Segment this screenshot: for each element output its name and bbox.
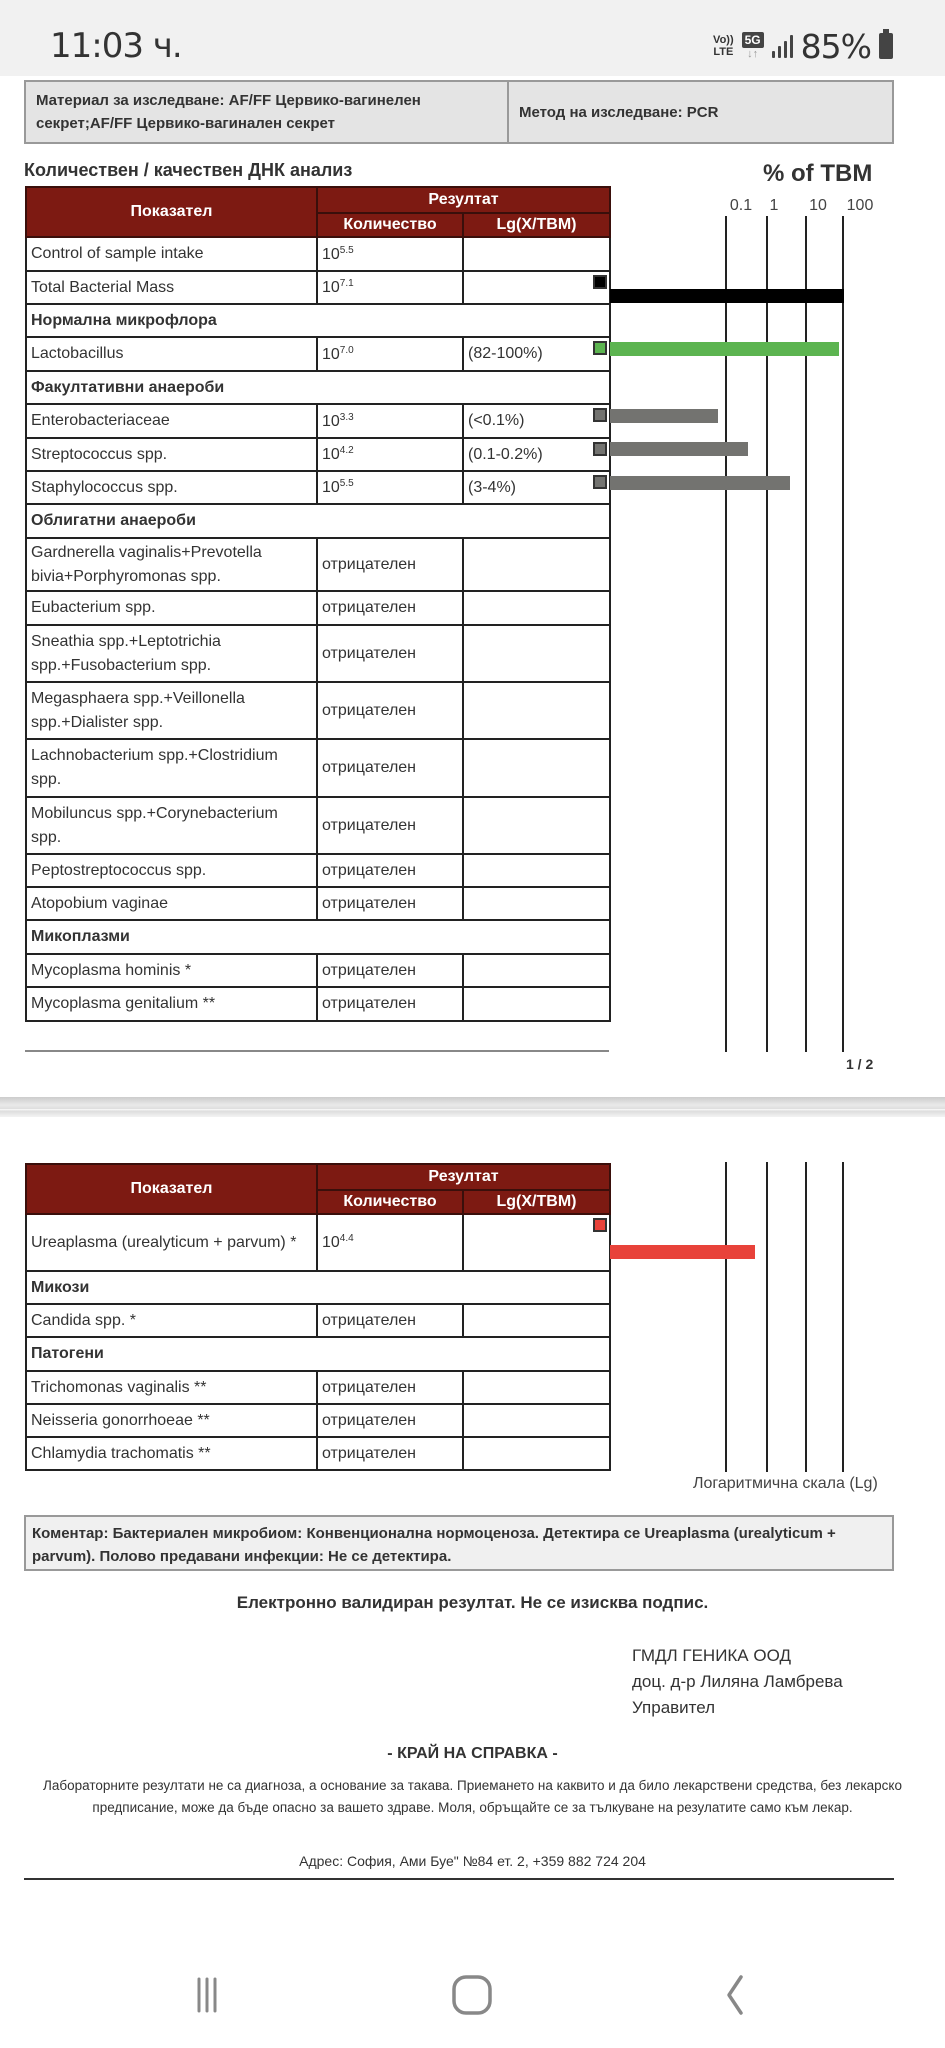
row-name: Peptostreptococcus spp. xyxy=(26,854,317,887)
table-row xyxy=(26,1371,610,1404)
group-heading: Патогени xyxy=(26,1337,610,1371)
material-label: Материал за изследване: AF/FF Цервико-вагинелен секрет;AF/FF Цервико-вагинален секрет xyxy=(26,82,509,142)
table-row xyxy=(26,797,610,854)
row-name: Atopobium vaginae xyxy=(26,887,317,920)
page-footer-rule xyxy=(25,1050,609,1052)
signer-role: Управител xyxy=(632,1698,716,1717)
col-header-result: Резултат xyxy=(317,187,610,213)
row-value: отрицателен xyxy=(317,987,463,1021)
row-name: Staphylococcus spp. xyxy=(26,471,317,504)
table-row xyxy=(26,438,610,471)
disclaimer: Лабораторните резултати не са диагноза, а основание за такава. Приемането на каквито и да било лекарствени средства, без лекарско предписание, може да бъде опасно за вашето здраве. Моля, обръщайте се за тълкуване на резулатите само към лекар. xyxy=(43,1778,902,1815)
navigation-bar xyxy=(0,1940,945,2048)
row-lg xyxy=(463,625,610,682)
row-name: Streptococcus spp. xyxy=(26,438,317,471)
tick-label: 1 xyxy=(769,197,779,214)
signer-name: доц. д-р Лиляна Ламбрева xyxy=(632,1672,843,1691)
back-icon xyxy=(715,1973,755,2017)
row-value: отрицателен xyxy=(317,887,463,920)
bar-enterobacteriaceae xyxy=(610,409,718,423)
row-lg xyxy=(463,1304,610,1337)
grid-line xyxy=(725,1162,727,1472)
row-quantity: $10^{4.4}$ xyxy=(317,1214,463,1271)
table-row xyxy=(26,625,610,682)
bar-total-bacterial-mass xyxy=(610,289,844,303)
row-lg xyxy=(463,854,610,887)
battery-icon xyxy=(879,33,893,59)
row-value: отрицателен xyxy=(317,954,463,987)
table-row xyxy=(26,682,610,739)
tick-label: 100 xyxy=(846,197,874,214)
row-name: Mobiluncus spp.+Corynebacterium spp. xyxy=(26,797,317,854)
table-row xyxy=(26,337,610,371)
table-row xyxy=(26,854,610,887)
comment-box: Коментар: Бактериален микробиом: Конвенционална нормоценоза. Детектира се Ureaplasma (urealyticum + parvum). Полово предавани инфекции: Не се детектира. xyxy=(24,1515,894,1571)
status-icons xyxy=(713,28,893,64)
row-value: отрицателен xyxy=(317,797,463,854)
table-row xyxy=(26,538,610,591)
table-row xyxy=(26,987,610,1021)
row-lg xyxy=(463,739,610,797)
table-row xyxy=(26,1214,610,1271)
row-lg xyxy=(463,1371,610,1404)
col-header-indicator: Показател xyxy=(26,1164,317,1214)
section-title: Количествен / качествен ДНК анализ xyxy=(24,160,353,180)
home-button[interactable] xyxy=(437,1970,507,2020)
volte-icon: Vo)) LTE xyxy=(713,34,734,58)
5g-icon: 5G ↓↑ xyxy=(742,32,764,60)
row-value: отрицателен xyxy=(317,538,463,591)
legend-marker-icon xyxy=(593,1218,607,1232)
scale-label: Логаритмична скала (Lg) xyxy=(693,1475,878,1492)
table-row xyxy=(26,1304,610,1337)
row-lg xyxy=(463,1437,610,1470)
row-lg xyxy=(463,538,610,591)
row-lg xyxy=(463,682,610,739)
results-table-page2 xyxy=(25,1163,611,1471)
row-lg: (0.1-0.2%) xyxy=(463,438,610,471)
battery-percent: 85% xyxy=(800,26,871,66)
table-row xyxy=(26,471,610,504)
table-row xyxy=(26,591,610,625)
page-separator xyxy=(0,1097,945,1117)
validation-note: Електронно валидиран резултат. Не се изисква подпис. xyxy=(236,1593,709,1612)
row-value: отрицателен xyxy=(317,1437,463,1470)
row-name: Total Bacterial Mass xyxy=(26,271,317,304)
bar-staphylococcus xyxy=(610,476,790,490)
row-lg xyxy=(463,797,610,854)
legend-marker-icon xyxy=(593,275,607,289)
table-row xyxy=(26,1404,610,1437)
row-name: Chlamydia trachomatis ** xyxy=(26,1437,317,1470)
signature-block xyxy=(632,1643,843,1721)
table-row xyxy=(26,954,610,987)
row-lg xyxy=(463,1404,610,1437)
row-name: Lachnobacterium spp.+Clostridium spp. xyxy=(26,739,317,797)
grid-line xyxy=(842,216,844,1052)
row-name: Eubacterium spp. xyxy=(26,591,317,625)
group-heading: Нормална микрофлора xyxy=(26,304,610,337)
legend-marker-icon xyxy=(593,408,607,422)
row-name: Candida spp. * xyxy=(26,1304,317,1337)
recent-apps-button[interactable] xyxy=(172,1970,242,2020)
row-quantity: $10^{7.0}$ xyxy=(317,337,463,371)
group-row xyxy=(26,1337,610,1371)
group-row xyxy=(26,504,610,538)
row-name: Trichomonas vaginalis ** xyxy=(26,1371,317,1404)
row-quantity: $10^{4.2}$ xyxy=(317,438,463,471)
col-header-quantity: Количество xyxy=(317,1190,463,1214)
row-name: Mycoplasma genitalium ** xyxy=(26,987,317,1021)
row-value: отрицателен xyxy=(317,1304,463,1337)
row-name: Gardnerella vaginalis+Prevotella bivia+Porphyromonas spp. xyxy=(26,538,317,591)
signal-icon xyxy=(772,34,793,58)
row-lg xyxy=(463,954,610,987)
col-header-result: Резултат xyxy=(317,1164,610,1190)
table-row xyxy=(26,271,610,304)
table-row xyxy=(26,887,610,920)
row-value: отрицателен xyxy=(317,591,463,625)
row-name: Control of sample intake xyxy=(26,237,317,271)
row-quantity: $10^{7.1}$ xyxy=(317,271,463,304)
home-icon xyxy=(450,1973,494,2017)
group-heading: Микоплазми xyxy=(26,920,610,954)
col-header-indicator: Показател xyxy=(26,187,317,237)
group-row xyxy=(26,371,610,404)
method-label: Метод на изследване: PCR xyxy=(519,103,719,121)
legend-marker-icon xyxy=(593,442,607,456)
col-header-quantity: Количество xyxy=(317,213,463,237)
end-of-report: - КРАЙ НА СПРАВКА - xyxy=(387,1745,558,1762)
row-lg xyxy=(463,237,610,271)
status-bar xyxy=(0,0,945,76)
table-row xyxy=(26,739,610,797)
table-row xyxy=(26,404,610,438)
group-row xyxy=(26,1271,610,1304)
sample-info-box xyxy=(24,80,894,144)
row-quantity: $10^{3.3}$ xyxy=(317,404,463,438)
bar-ureaplasma xyxy=(610,1245,755,1259)
tick-label: 10 xyxy=(809,197,827,214)
page-number: 1 / 2 xyxy=(846,1056,874,1072)
lab-name: ГМДЛ ГЕНИКА ООД xyxy=(632,1646,791,1665)
row-name: Enterobacteriaceae xyxy=(26,404,317,438)
bottom-rule xyxy=(24,1878,894,1880)
back-button[interactable] xyxy=(700,1970,770,2020)
col-header-lg: Lg(X/TBM) xyxy=(463,1190,610,1214)
row-name: Neisseria gonorrhoeae ** xyxy=(26,1404,317,1437)
row-lg: (<0.1%) xyxy=(463,404,610,438)
legend-marker-icon xyxy=(593,475,607,489)
row-lg xyxy=(463,1214,610,1271)
row-lg xyxy=(463,271,610,304)
row-value: отрицателен xyxy=(317,625,463,682)
group-row xyxy=(26,304,610,337)
tick-label: 0.1 xyxy=(729,197,753,214)
col-header-lg: Lg(X/TBM) xyxy=(463,213,610,237)
row-value: отрицателен xyxy=(317,1404,463,1437)
row-name: Sneathia spp.+Leptotrichia spp.+Fusobacterium spp. xyxy=(26,625,317,682)
clock: 11:03 ч. xyxy=(50,26,182,66)
row-name: Lactobacillus xyxy=(26,337,317,371)
results-table-page1 xyxy=(25,186,611,1022)
row-lg xyxy=(463,987,610,1021)
recent-apps-icon xyxy=(187,1975,227,2015)
row-value: отрицателен xyxy=(317,739,463,797)
bar-lactobacillus xyxy=(610,342,839,356)
row-quantity: $10^{5.5}$ xyxy=(317,237,463,271)
row-value: отрицателен xyxy=(317,682,463,739)
row-value: отрицателен xyxy=(317,1371,463,1404)
row-name: Ureaplasma (urealyticum + parvum) * xyxy=(26,1214,317,1271)
grid-line xyxy=(805,1162,807,1472)
row-lg xyxy=(463,887,610,920)
table-row xyxy=(26,237,610,271)
address: Адрес: София, Ами Буе" №84 ет. 2, +359 882 724 204 xyxy=(299,1853,646,1869)
chart-title: % of TBM xyxy=(763,160,873,187)
grid-line xyxy=(842,1162,844,1472)
legend-marker-icon xyxy=(593,341,607,355)
group-row xyxy=(26,920,610,954)
row-lg: (3-4%) xyxy=(463,471,610,504)
row-name: Megasphaera spp.+Veillonella spp.+Dialister spp. xyxy=(26,682,317,739)
group-heading: Облигатни анаероби xyxy=(26,504,610,538)
group-heading: Микози xyxy=(26,1271,610,1304)
row-quantity: $10^{5.5}$ xyxy=(317,471,463,504)
row-lg xyxy=(463,591,610,625)
table-row xyxy=(26,1437,610,1470)
grid-line xyxy=(766,1162,768,1472)
row-value: отрицателен xyxy=(317,854,463,887)
row-name: Mycoplasma hominis * xyxy=(26,954,317,987)
group-heading: Факултативни анаероби xyxy=(26,371,610,404)
bar-streptococcus xyxy=(610,442,748,456)
row-lg: (82-100%) xyxy=(463,337,610,371)
